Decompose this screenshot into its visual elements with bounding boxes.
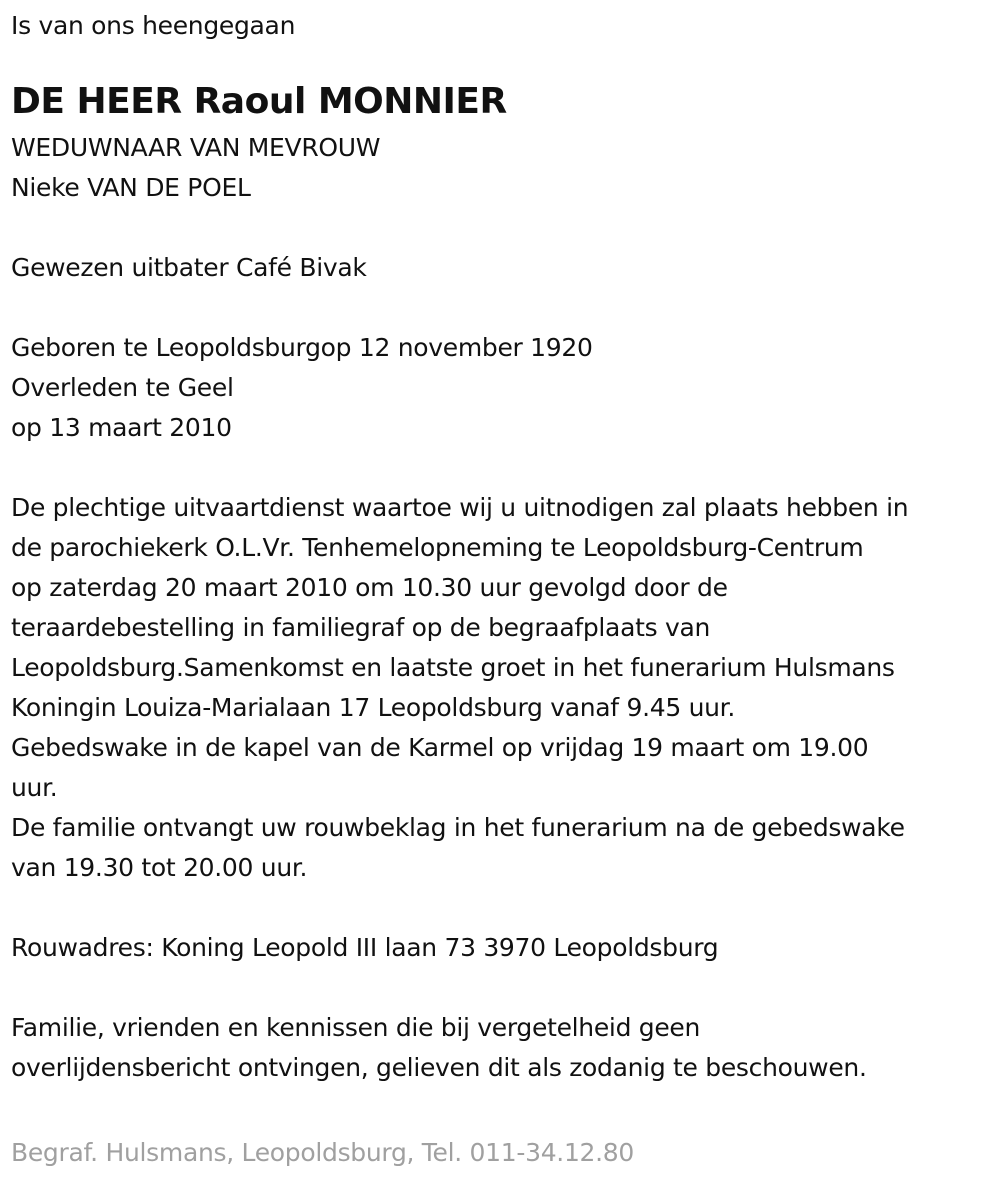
service-line: Leopoldsburg.Samenkomst en laatste groet in het funerarium Hulsmans bbox=[11, 653, 895, 682]
spacer bbox=[11, 888, 996, 928]
death-notice bbox=[11, 6, 996, 1088]
death-date-text: op 13 maart 2010 bbox=[11, 413, 232, 442]
service-line: De plechtige uitvaartdienst waartoe wij u uitnodigen zal plaats hebben in bbox=[11, 493, 909, 522]
occupation-text: Gewezen uitbater Café Bivak bbox=[11, 253, 367, 282]
intro-text: Is van ons heengegaan bbox=[11, 11, 296, 40]
service-line: van 19.30 tot 20.00 uur. bbox=[11, 853, 308, 882]
death-place-text: Overleden te Geel bbox=[11, 373, 234, 402]
spouse-name: Nieke VAN DE POEL bbox=[11, 173, 251, 202]
service-line: Koningin Louiza-Marialaan 17 Leopoldsburg vanaf 9.45 uur. bbox=[11, 693, 735, 722]
spacer bbox=[11, 208, 996, 248]
spacer bbox=[11, 288, 996, 328]
closing-line: Familie, vrienden en kennissen die bij vergetelheid geen bbox=[11, 1013, 701, 1042]
service-line: de parochiekerk O.L.Vr. Tenhemelopneming te Leopoldsburg-Centrum bbox=[11, 533, 864, 562]
spouse-label: WEDUWNAAR VAN MEVROUW bbox=[11, 133, 381, 162]
funeral-home-footer: Begraf. Hulsmans, Leopoldsburg, Tel. 011-34.12.80 bbox=[11, 1138, 635, 1167]
service-paragraph bbox=[11, 488, 996, 888]
closing-line: overlijdensbericht ontvingen, gelieven dit als zodanig te beschouwen. bbox=[11, 1053, 867, 1082]
spacer bbox=[11, 968, 996, 1008]
service-line: Gebedswake in de kapel van de Karmel op vrijdag 19 maart om 19.00 bbox=[11, 733, 869, 762]
birth-text: Geboren te Leopoldsburgop 12 november 1920 bbox=[11, 333, 593, 362]
service-line: teraardebestelling in familiegraf op de begraafplaats van bbox=[11, 613, 711, 642]
closing-paragraph bbox=[11, 1008, 996, 1088]
deceased-name: DE HEER Raoul MONNIER bbox=[11, 81, 507, 122]
spacer bbox=[11, 448, 996, 488]
service-line: op zaterdag 20 maart 2010 om 10.30 uur gevolgd door de bbox=[11, 573, 728, 602]
service-line: uur. bbox=[11, 773, 58, 802]
service-line: De familie ontvangt uw rouwbeklag in het funerarium na de gebedswake bbox=[11, 813, 905, 842]
mourning-address: Rouwadres: Koning Leopold III laan 73 3970 Leopoldsburg bbox=[11, 933, 719, 962]
